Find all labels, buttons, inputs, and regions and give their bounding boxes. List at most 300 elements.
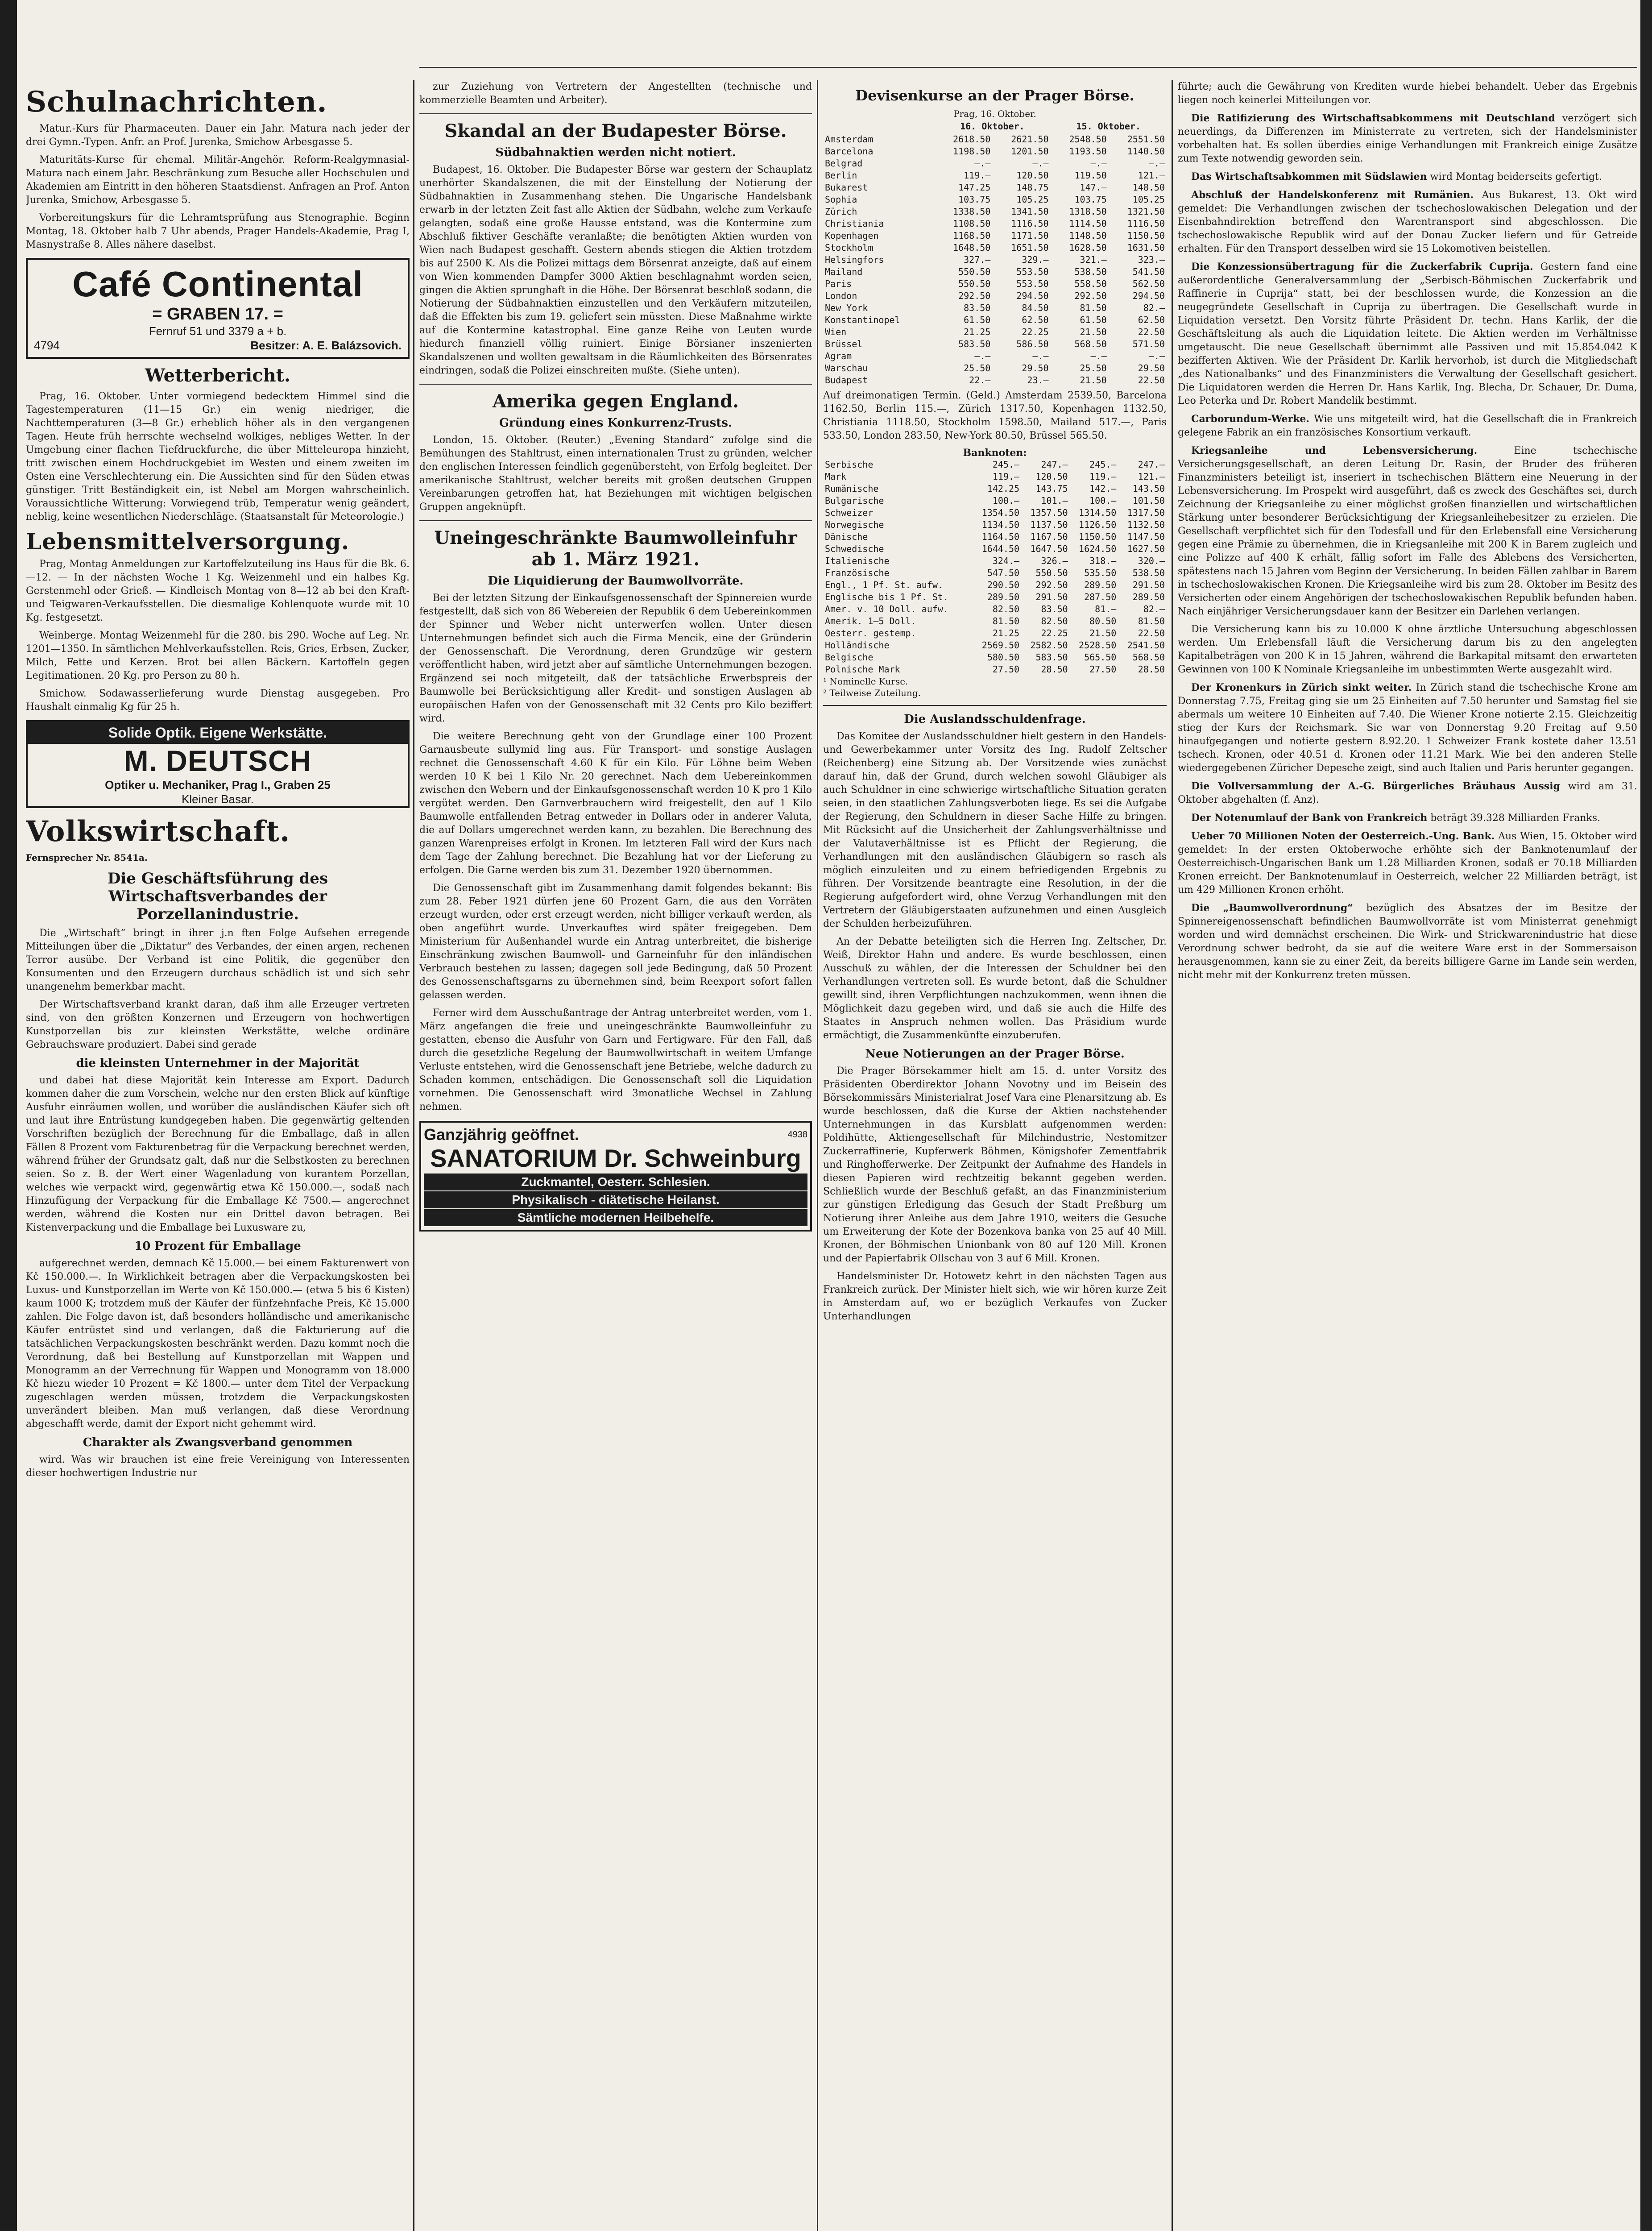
fx-header-15: 15. Oktober. [1076, 121, 1141, 132]
rate-value: 326.— [1041, 556, 1068, 566]
banknote-row [823, 519, 1167, 531]
rate-value: 289.50 [987, 592, 1020, 602]
rate-value: 83.50 [964, 303, 991, 313]
banknote-row [823, 651, 1167, 663]
currency-name: New York [825, 303, 868, 313]
rate-value: 320.— [1138, 556, 1165, 566]
rate-value: 25.50 [1080, 363, 1107, 373]
rate-value: 1354.50 [981, 507, 1020, 518]
rate-value: 21.50 [1080, 327, 1107, 337]
rate-value: 80.50 [1089, 616, 1117, 626]
notes-heading: Ueber 70 Millionen Noten der Oesterreich.-Ung. Bank. [1191, 830, 1495, 842]
rate-value: —.— [1090, 351, 1107, 361]
banknote-row [823, 579, 1167, 591]
fx-row [823, 326, 1167, 338]
america-england-sub: Gründung eines Konkurrenz-Trusts. [499, 416, 733, 430]
rate-value: 1624.50 [1079, 543, 1117, 554]
rate-value: 583.50 [958, 339, 991, 349]
rate-value: 84.50 [1022, 303, 1049, 313]
rate-value: 538.50 [1132, 568, 1165, 578]
col4-intro: führte; auch die Gewährung von Krediten wurde hiebei behandelt. Ueber das Ergebnis liegen noch keinerlei Mitteilungen vor. [1178, 81, 1637, 106]
sanatorium-ad [419, 1121, 812, 1232]
currency-name: Brüssel [825, 339, 863, 349]
currency-name: Berlin [825, 170, 857, 181]
banknote-row [823, 663, 1167, 676]
rate-value: 105.25 [1016, 194, 1049, 205]
rate-value: 101.— [1041, 495, 1068, 506]
rate-value: 2551.50 [1127, 134, 1165, 145]
rate-value: 1321.50 [1127, 206, 1165, 217]
rate-value: 1317.50 [1127, 507, 1165, 518]
kriegs-heading: Kriegsanleihe und Lebensversicherung. [1191, 445, 1478, 456]
rate-value: —.— [1032, 351, 1049, 361]
currency-name: Bulgarische [825, 495, 884, 506]
currency-name: Serbische [825, 459, 874, 470]
rate-value: 121.— [1138, 471, 1165, 482]
fx-row [823, 350, 1167, 362]
fx-row [823, 230, 1167, 242]
currency-name: Amerik. 1—5 Doll. [825, 616, 916, 626]
banknote-row [823, 459, 1167, 471]
currency-name: Wien [825, 327, 847, 337]
bank-note-2: ² Teilweise Zuteilung. [823, 688, 921, 698]
sana-line2: Physikalisch - diätetische Heilanst. [424, 1191, 807, 1208]
rate-value: —.— [1148, 158, 1165, 169]
rate-value: 289.50 [1084, 580, 1117, 590]
porzellan-p3: und dabei hat diese Majorität kein Interesse am Export. Dadurch kommen daher die zum Vorschein, welche nur den ersten Blick auf künftige Ausfuhr einräumen wollen, und worüber die ausländischen Käufer sich oft und laut ihre Entrüstung kundgegeben haben. Die gegenwärtig geltenden Vorschriften bezüglich der Berechnung für die Emballage, daß in allen Fällen 8 Prozent vom Fakturenbetrag für die Verpackung berechnet werden, während früher der Grundsatz galt, daß nur die Selbstkosten zu berechnen seien. So z. B. der Wert einer Wagenladung von kurantem Porzellan, welches wie verpackt wird, gegenwärtig etwa Kč 150.000.—, sodaß nach Hinzufügung der Verpackung für die Emballage Kč 7500.— angerechnet werden, während die Kosten nur ein Drittel davon betragen. Bei Kistenverpackung und die Emballage bei Luxusware zu, [26, 1075, 410, 1233]
scan-edge-left [0, 0, 17, 2231]
sana-name: SANATORIUM Dr. Schweinburg [430, 1144, 801, 1172]
fx-row [823, 254, 1167, 266]
banknote-row [823, 543, 1167, 555]
fx-row [823, 242, 1167, 254]
carbo-text: Wie uns mitgeteilt wird, hat die Gesellschaft die in Frankreich gelegene Fabrik an ein französisches Konsortium verkauft. [1178, 414, 1637, 438]
column-rule-1 [413, 80, 414, 2231]
sued-text: wird Montag beiderseits gefertigt. [1430, 171, 1602, 182]
america-england-heading: Amerika gegen England. [492, 391, 739, 412]
rate-value: 287.50 [1084, 592, 1117, 602]
budapest-scandal-heading: Skandal an der Budapester Börse. [444, 120, 787, 141]
fx-table [823, 120, 1167, 386]
budapest-scandal-sub: Südbahnaktien werden nicht notiert. [495, 146, 736, 159]
cafe-name: Café Continental [72, 264, 363, 304]
currency-name: Konstantinopel [825, 315, 900, 325]
rate-value: 2582.50 [1030, 640, 1068, 651]
rate-value: 82.— [1143, 303, 1165, 313]
rate-value: 2621.50 [1011, 134, 1049, 145]
rate-value: 143.50 [1132, 483, 1165, 494]
currency-name: Englische bis 1 Pf. St. [825, 592, 948, 602]
fx-row [823, 145, 1167, 158]
fx-row [823, 158, 1167, 170]
rate-value: 81.50 [992, 616, 1020, 626]
rate-value: 1341.50 [1011, 206, 1049, 217]
rate-value: —.— [974, 158, 991, 169]
porzellan-sub2: 10 Prozent für Emballage [134, 1240, 301, 1253]
rate-value: 105.25 [1132, 194, 1165, 205]
rate-value: 583.50 [1035, 652, 1068, 663]
rate-value: 81.50 [1138, 616, 1165, 626]
rate-value: 327.— [964, 254, 991, 265]
prague-notes-text: Die Prager Börsekammer hielt am 15. d. unter Vorsitz des Präsidenten Oberdirektor Johann Novotny und im Beisein des Börsekommissärs Ministerialrat Josef Vara eine Plenarsitzung ab. Es wurde beschlossen, daß die Kurse der Aktien nachstehender Unternehmungen in das Kursblatt aufgenommen werden: Poldihütte, Aktiengesellschaft für Milchindustrie, Nestomitzer Zuckerraffinerie, Kupferwerk Böhmen, Königshofer Zementfabrik und Ringhofferwerke. Der Zeitpunkt der Aufnahme des Handels in diesen Papieren wird rechtzeitig bekannt gegeben werden. Schließlich wurde der Beschluß gefaßt, an das Finanzministerium zur günstigen Erledigung das Gesuch der Stadt Preßburg um Notierung ihrer Anleihe aus dem Jahre 1910, weiters die Gesuche um Erweiterung der Kote der Bozenkova banka von 25 auf 40 Mill. Kronen, der Böhmischen Unionbank von 80 auf 120 Mill. Kronen und der Papierfabrik Ollschau von 3 auf 6 Mill. Kronen. [823, 1066, 1167, 1264]
rate-value: 61.50 [1080, 315, 1107, 325]
rate-value: 62.50 [1138, 315, 1165, 325]
rate-value: 571.50 [1132, 339, 1165, 349]
economy-heading: Volkswirtschaft. [26, 815, 290, 848]
ratif-text: verzögert sich neuerdings, da Differenzen im Ministerrate zu vertreten, sich der Handelsminister vorbehalten hat. Es sollen überdies einige Verhandlungen mit Frankreich einige Zusätze zum Texte notwendig geworden sein. [1178, 113, 1637, 164]
rate-value: 148.50 [1132, 182, 1165, 193]
banknote-row [823, 639, 1167, 651]
banknote-row [823, 627, 1167, 639]
rate-value: 1648.50 [953, 242, 991, 253]
rate-value: 580.50 [987, 652, 1020, 663]
currency-name: Barcelona [825, 146, 874, 157]
porzellan-p2: Der Wirtschaftsverband krankt daran, daß ihm alle Erzeuger vertreten sind, von den größten Konzernen und Erzeugern von hochwertigen Kunstporzellan bis zur kleinsten Werkstätte, welche ordinäre Gebrauchsware produziert. Dabei sind gerade [26, 999, 410, 1050]
rate-value: 247.— [1138, 459, 1165, 470]
rate-value: 2541.50 [1127, 640, 1165, 651]
food-supply-heading: Lebensmittelversorgung. [26, 528, 350, 555]
rate-value: 120.50 [1035, 471, 1068, 482]
rate-value: 147.— [1080, 182, 1107, 193]
fx-row [823, 170, 1167, 182]
currency-name: Oesterr. gestemp. [825, 628, 916, 639]
rate-value: 1314.50 [1079, 507, 1117, 518]
optik-sub2: Kleiner Basar. [182, 792, 254, 806]
fx-row [823, 338, 1167, 350]
cafe-code: 4794 [34, 339, 60, 352]
rate-value: 568.50 [1132, 652, 1165, 663]
rate-value: 143.75 [1035, 483, 1068, 494]
rate-value: 1631.50 [1127, 242, 1165, 253]
rate-value: —.— [1148, 351, 1165, 361]
food-supply-p3: Smichow. Sodawasserlieferung wurde Dienstag ausgegeben. Pro Haushalt einmalig Kg für 25 h. [26, 688, 410, 713]
rate-value: 1150.50 [1079, 531, 1117, 542]
weather-heading: Wetterbericht. [145, 365, 291, 386]
currency-name: Belgische [825, 652, 874, 663]
rate-value: 2569.50 [981, 640, 1020, 651]
currency-name: Christiania [825, 218, 884, 229]
cotton-p1: Bei der letzten Sitzung der Einkaufsgenossenschaft der Spinnereien wurde festgestellt, daß sich von 86 Webereien der Republik 6 dem Uebereinkommen der Spinner und Weber nicht unterwerfen wollen. Unter diesen Unternehmungen befindet sich auch die Firma Mencik, eine der Gründerin der Genossenschaft. Die Verordnung, deren Grundzüge wir gestern veröffentlicht haben, wird jetzt aber auf sämtliche Unternehmungen bezogen. Ergänzend sei noch mitgeteilt, daß der tatsächliche Erwerbspreis der Baumwolle bei Berücksichtigung aller Kredit- und sonstigen Auslagen ab europäischen Hafen von der Genossenschaft mit 32 Cents pro Kilo beziffert wird. [419, 593, 812, 724]
debt-p1: Das Komitee der Auslandsschuldner hielt gestern in den Handels- und Gewerbekammer unter Vorsitz des Ing. Rudolf Zeltscher (Reichenberg) eine Sitzung ab. Der Vorsitzende wies zunächst darauf hin, daß der Grund, durch welchen sowohl Gläubiger als auch Schuldner in eine schwierige wirtschaftliche Situation geraten seien, in den staatlichen Zahlungsverboten liege. Es sei die Aufgabe der Regierung, den Schuldnern in dieser Sache Hilfe zu bringen. Mit Rücksicht auf die Unsicherheit der Zahlungsverhältnisse und der Valutaverhältnisse ist es Pflicht der Regierung, die Verhandlungen mit den ausländischen Gläubigern so rasch als möglich einzuleiten und zu einem befriedigenden Ergebnis zu führen. Der Vorsitzende beantragte eine Resolution, in der die Regierung aufgefordert wird, ohne Verzug Verhandlungen mit den Vertretern der Gläubigerstaaten aufzunehmen und einen Ausgleich der Schulden herbeizuführen. [823, 731, 1167, 929]
rate-value: —.— [974, 351, 991, 361]
rate-value: 82.50 [992, 604, 1020, 614]
currency-name: Amsterdam [825, 134, 874, 145]
rate-value: 23.— [1027, 375, 1049, 386]
banknote-row [823, 531, 1167, 543]
fx-row [823, 374, 1167, 386]
zucker-heading: Die Konzessionsübertragung für die Zuckerfabrik Cuprija. [1191, 261, 1533, 273]
fx-row [823, 314, 1167, 326]
rate-value: 1137.50 [1030, 519, 1068, 530]
rate-value: 291.50 [1035, 592, 1068, 602]
rate-value: 21.25 [964, 327, 991, 337]
fx-date: Prag, 16. Oktober. [953, 108, 1036, 119]
rum-text: Aus Bukarest, 13. Okt wird gemeldet: Die Verhandlungen zwischen der tschechoslowakischen Delegation und der Eisenbahndirektion betreffend den Warentransport sind abgeschlossen. Die tschechoslowakische Republik wird auf der Donau Zucker liefern und für Getreide erhalten. Für den Transport desselben wird sie 15 Lokomotiven beistellen. [1178, 190, 1637, 254]
rate-value: 323.— [1138, 254, 1165, 265]
rate-value: 1647.50 [1030, 543, 1068, 554]
rate-value: 100.— [1089, 495, 1117, 506]
rate-value: 1627.50 [1127, 543, 1165, 554]
rate-value: 245.— [992, 459, 1020, 470]
rate-value: 541.50 [1132, 266, 1165, 277]
brau-text: wird am 31. Oktober abgehalten (f. Anz). [1178, 781, 1637, 805]
food-supply-p1: Prag, Montag Anmeldungen zur Kartoffelzuteilung ins Haus für die Bk. 6.—12. — In der nächsten Woche 1 Kg. Weizenmehl und ein halbes Kg. Gerstenmehl oder Grieß. — Kindleisch Montag von 8—12 ab bei den Kraft- und Teigwaren-Verkaufsstellen. Die diesmalige Kohlenquote wurde mit 10 Kg. festgesetzt. [26, 559, 410, 623]
column-2 [419, 80, 812, 2231]
currency-name: Norwegische [825, 519, 884, 530]
rate-value: 550.50 [958, 266, 991, 277]
debt-heading: Die Auslandsschuldenfrage. [904, 713, 1086, 726]
rate-value: 22.25 [1022, 327, 1049, 337]
banknote-row [823, 483, 1167, 495]
rate-value: 1114.50 [1069, 218, 1107, 229]
rate-value: 29.50 [1138, 363, 1165, 373]
rate-value: 292.50 [958, 290, 991, 301]
fx-row [823, 302, 1167, 314]
currency-name: Helsingfors [825, 254, 884, 265]
ratif-heading: Die Ratifizierung des Wirtschaftsabkommens mit Deutschland [1191, 112, 1555, 124]
rate-value: 103.75 [1074, 194, 1107, 205]
banknote-row [823, 471, 1167, 483]
rate-value: 27.50 [1089, 664, 1117, 675]
rate-value: 29.50 [1022, 363, 1049, 373]
bank-note-1: ¹ Nominelle Kurse. [823, 676, 908, 687]
porzellan-heading: Die Geschäftsführung des Wirtschaftsverbandes der Porzellanindustrie. [107, 870, 328, 923]
rate-value: 247.— [1041, 459, 1068, 470]
rate-value: 294.50 [1016, 290, 1049, 301]
rate-value: 2548.50 [1069, 134, 1107, 145]
banknote-row [823, 615, 1167, 627]
rate-value: 1147.50 [1127, 531, 1165, 542]
rate-value: 1116.50 [1011, 218, 1049, 229]
rate-value: 290.50 [987, 580, 1020, 590]
currency-name: Schweizer [825, 507, 874, 518]
banknote-row [823, 591, 1167, 603]
currency-name: London [825, 290, 857, 301]
banknote-row [823, 567, 1167, 579]
rate-value: 119.— [1089, 471, 1117, 482]
sana-code: 4938 [787, 1130, 807, 1140]
rate-value: 586.50 [1016, 339, 1049, 349]
brau-heading: Die Vollversammlung der A.-G. Bürgerliches Bräuhaus Aussig [1191, 780, 1561, 792]
column-rule-3 [1172, 80, 1173, 2231]
rate-value: 1150.50 [1127, 230, 1165, 241]
rate-value: 1338.50 [953, 206, 991, 217]
rate-value: 324.— [992, 556, 1020, 566]
rate-value: 142.— [1089, 483, 1117, 494]
rate-value: 558.50 [1074, 278, 1107, 289]
header-rule [419, 67, 1637, 68]
rate-value: 61.50 [964, 315, 991, 325]
carbo-heading: Carborundum-Werke. [1191, 413, 1309, 425]
currency-name: Agram [825, 351, 852, 361]
column-1 [26, 80, 410, 2231]
banknote-row [823, 507, 1167, 519]
currency-name: Italienische [825, 556, 890, 566]
rate-value: 547.50 [987, 568, 1020, 578]
rate-value: 1357.50 [1030, 507, 1068, 518]
rate-value: 101.50 [1132, 495, 1165, 506]
rate-value: 562.50 [1132, 278, 1165, 289]
currency-name: Kopenhagen [825, 230, 879, 241]
baum-text: bezüglich des Absatzes der im Besitze der Spinnereigenossenschaft befindlichen Baumwollvorräte ist vom Ministerrat genehmigt worden und wird demnächst erscheinen. Die Wirk- und Strickwarenindustrie hat diese Verordnung schwer bedroht, da sie auf die weitere Ware erst in der Sommersaison herausgenommen, kann sie zu einer Zeit, da bereits billigere Garne im Lande sein werden, nicht mehr mit der Konkurrenz treten müssen. [1178, 903, 1637, 981]
rate-value: 291.50 [1132, 580, 1165, 590]
rate-value: 83.50 [1041, 604, 1068, 614]
optik-deutsch-ad [26, 720, 410, 808]
rate-value: 119.50 [1074, 170, 1107, 181]
rate-value: 1167.50 [1030, 531, 1068, 542]
cafe-phone: Fernruf 51 und 3379 a + b. [149, 324, 287, 338]
currency-name: Rumänische [825, 483, 879, 494]
fx-row [823, 182, 1167, 194]
currency-name: Amer. v. 10 Doll. aufw. [825, 604, 948, 614]
column-4 [1178, 80, 1637, 2231]
currency-name: Mark [825, 471, 847, 482]
kriegs-text: Eine tschechische Versicherungsgesellschaft, an deren Leitung Dr. Rasin, der Bruder des früheren Finanzministers beteiligt ist, inseriert in tschechischen Blättern eine Neuerung in der Lebensversicherung. Im Prospekt wird ausgeführt, daß es zweck des Geschäftes sei, durch Zeichnung der Kriegsanleihe zu einer möglichst großen finanziellen und wirtschaftlichen Stärkung unter besonderer Berücksichtigung der Kriegsanleihebesitzer zu erzielen. Die Gesellschaft verpflichtet sich für den Todesfall und für den Erlebensfall eine Versicherung gegen eine Prämie zu übernehmen, die in Kriegsanleihe mit 200 K in Barem zugleich und eine Polizze auf 400 K erhält, fällig sofort im Falle des Ablebens des Versicherten, spätestens nach 15 Jahren vom Beginn der Versicherung. In beiden Fällen zahlbar in Barem in tschechoslowakischen Kronen. Die Kriegsanleihe wird bis zum 28. Oktober im Besitz des Versicherten oder einem Angehörigen der tschechoslowakischen Republik befunden haben. Nach einjähriger Versicherungsdauer kann der Besitzer ein Darlehen verlangen. [1178, 445, 1637, 617]
porzellan-p5: wird. Was wir brauchen ist eine freie Vereinigung von Interessenten dieser hochwertigen Industrie nur [26, 1454, 410, 1479]
cafe-owner: Besitzer: A. E. Balázsovich. [250, 339, 402, 352]
minister-text: Handelsminister Dr. Hotowetz kehrt in den nächsten Tagen aus Frankreich zurück. Der Minister hielt sich, wie wir hören kurze Zeit in Amsterdam auf, wo er bezüglich Verkaufes von Zucker Unterhandlungen [823, 1271, 1167, 1322]
currency-name: Stockholm [825, 242, 874, 253]
rate-value: 294.50 [1132, 290, 1165, 301]
banknotes-table [823, 459, 1167, 676]
fx-row [823, 362, 1167, 374]
rate-value: 1134.50 [981, 519, 1020, 530]
rate-value: 553.50 [1016, 266, 1049, 277]
bank-heading: Der Notenumlauf der Bank von Frankreich [1191, 812, 1428, 824]
column-rule-2 [817, 80, 818, 2231]
porzellan-sub1: die kleinsten Unternehmer in der Majorität [76, 1057, 360, 1070]
fx-row [823, 218, 1167, 230]
porzellan-p1: Die „Wirtschaft“ bringt in ihrer j.n ften Folge Aufsehen erregende Mitteilungen über die „Diktatur“ des Verbandes, der einen argen, rechenen Terror ausübe. Der Verband ist eine Politik, die gegenüber den Konsumenten und den Erzeugern durchaus schädlich ist und sich sehr unangenehm bemerkbar macht. [26, 928, 410, 992]
rate-value: 100.— [992, 495, 1020, 506]
fx-row [823, 206, 1167, 218]
currency-name: Budapest [825, 375, 868, 386]
rate-value: 538.50 [1074, 266, 1107, 277]
rate-value: 1318.50 [1069, 206, 1107, 217]
kronen-heading: Der Kronenkurs in Zürich sinkt weiter. [1191, 682, 1412, 693]
rate-value: 21.25 [992, 628, 1020, 639]
fx-row [823, 133, 1167, 145]
sana-top: Ganzjährig geöffnet. [424, 1125, 580, 1144]
rum-heading: Abschluß der Handelskonferenz mit Rumänien. [1191, 189, 1474, 201]
fx-row [823, 278, 1167, 290]
cotton-p3: Die Genossenschaft gibt im Zusammenhang damit folgendes bekannt: Bis zum 28. Feber 1921 dürfen jene 60 Prozent Garn, die aus den Vorräten erzeugt wurden, oder erst erzeugt werden, nicht billiger verkauft werden, als oben angeführt wurde. Unverkauftes wird später freigegeben. Dem Ministerium für Außenhandel wurde ein Antrag unterbreitet, die bisherige Einschränkung zwischen Baumwoll- und Garneinfuhr für den inländischen Verbrauch bestehen zu lassen; dagegen soll jede Bedingung, daß 50 Prozent des Genossenschaftsgarns zu übernehmen sind, beim Reexport sofort fallen gelassen werden. [419, 883, 812, 1001]
rate-value: 1116.50 [1127, 218, 1165, 229]
rate-value: 1148.50 [1069, 230, 1107, 241]
rate-value: 21.50 [1080, 375, 1107, 386]
rate-value: 550.50 [958, 278, 991, 289]
currency-name: Warschau [825, 363, 868, 373]
rate-value: 62.50 [1022, 315, 1049, 325]
economy-phone: Fernsprecher Nr. 8541a. [26, 852, 148, 863]
porzellan-sub3: Charakter als Zwangsverband genommen [83, 1436, 353, 1449]
school-news-p1: Matur.-Kurs für Pharmaceuten. Dauer ein Jahr. Matura nach jeder der drei Gymn.-Typen. Anfr. an Prof. Jurenka, Smichow Arbesgasse 5. [26, 123, 410, 148]
rate-value: 1140.50 [1127, 146, 1165, 157]
bank-text: beträgt 39.328 Milliarden Franks. [1430, 813, 1601, 824]
weather-text: Prag, 16. Oktober. Unter vormiegend bedecktem Himmel sind die Tagestemperaturen (11—15 Gr.) ein wenig niedriger, die Nachttemperaturen (3—8 Gr.) erheblich höher als in den vergangenen Tagen. Heute früh herrschte wechselnd wolkiges, nebliges Wetter. In der Umgebung einer flachen Tiefdruckfurche, die über Mitteleuropa hinzieht, tritt zwischen einem Hochdruckgebiet im Westen und einem zweiten im Osten eine Verschlechterung ein. Die Aussichten sind für den Süden etwas günstiger. Tritt Beständigkeit ein, ist Nebel am Morgen wahrscheinlich. Voraussichtliche Witterung: Vorwiegend trüb, Temperatur wenig geändert, neblig, keine wesentlichen Niederschläge. (Staatsanstalt für Meteorologie.) [26, 391, 410, 523]
currency-name: Paris [825, 278, 852, 289]
food-supply-p2: Weinberge. Montag Weizenmehl für die 280. bis 290. Woche auf Leg. Nr. 1201—1350. In sämtlichen Mehlverkaufsstellen. Reis, Gries, Erbsen, Zucker, Milch, Fette und Kerzen. Brot bei allen Bäckern. Kartoffeln gegen Legitimationen. 20 Kg. pro Person zu 80 h. [26, 630, 410, 681]
budapest-scandal-text: Budapest, 16. Oktober. Die Budapester Börse war gestern der Schauplatz unerhörter Skandalszenen, die mit der Einstellung der Notierung der Südbahnaktien in Zusammenhang stehen. Die Ungarische Handelsbank erwarb in der letzten Zeit fast alle Aktien der Südbahn, welche zum Verkaufe gelangten, sodaß eine große Hausse entstand, was die Kontermine zum Abschluß fiktiver Geschäfte veranlaßte; die benötigten Aktien wurden von Wien nach Budapest geschafft. Gestern abends stiegen die Aktien trotzdem bis auf 2500 K. Als die Polizei mittags dem Börsenrat anzeigte, daß auf einem von Wien kommenden Dampfer 3000 Aktien beschlagnahmt worden seien, gingen die Aktien sprunghaft in die Höhe. Der Börsenrat beschloß sodann, die Notierung der Südbahnaktien einzustellen und den Verkäufern mitzuteilen, daß die Effekten bis zum 19. geliefert sein müssten. Diese Maßnahme wirkte auf die Kontermine katastrophal. Eine ganze Reihe von Leuten wurde hiedurch finanziell völlig ruiniert. Einige Börsianer inszenierten Skandalszenen und wollten gewaltsam in die Räumlichkeiten des Börsenrates eindringen, sodaß die Polizei einschreiten mußte. (Siehe unten). [419, 164, 812, 376]
rate-value: 292.50 [1035, 580, 1068, 590]
rate-value: 22.50 [1138, 327, 1165, 337]
rate-value: 22.50 [1138, 628, 1165, 639]
school-news-heading: Schulnachrichten. [26, 85, 327, 119]
rate-value: 22.— [969, 375, 991, 386]
optik-sub: Optiker u. Mechaniker, Prag I., Graben 25 [105, 778, 331, 792]
porzellan-p4: aufgerechnet werden, demnach Kč 15.000.— bei einem Fakturenwert von Kč 150.000.—. In Wirklichkeit betragen aber die Verpackungskosten bei Luxus- und Kunstporzellan im Werte von Kč 150.000.— (etwa 5 bis 6 Kisten) kaum 1000 K; trotzdem muß der Käufer der fünfzehnfache Preis, Kč 15.000 zahlen. Die Folge davon ist, daß besonders holländische und amerikanische Käufer entrüstet sind und verlangen, daß die Fakturierung auf die tatsächlichen Verpackungskosten beschränkt werden. Dazu kommt noch die Verordnung, daß bei Bestellung auf Kunstporzellan mit Wappen und Monogramm an der Verrechnung für Wappen und Monogramm von 18.000 Kč hiezu wieder 10 Prozent = Kč 1800.— unter dem Titel der Verpackung zugeschlagen werden müssen, trotzdem die Verpackungskosten unverändert bleiben. Man muß verlangen, daß diese Verordnung abgeschafft werde, damit der Export nicht gehemmt wird. [26, 1258, 410, 1430]
column2-intro: zur Zuziehung von Vertretern der Angestellten (technische und kommerzielle Beamten und Arbeiter). [419, 81, 812, 106]
rate-value: 1628.50 [1069, 242, 1107, 253]
rate-value: 292.50 [1074, 290, 1107, 301]
cafe-continental-ad [26, 258, 410, 359]
rate-value: 82.50 [1041, 616, 1068, 626]
rate-value: 22.50 [1138, 375, 1165, 386]
rate-value: 318.— [1089, 556, 1117, 566]
rate-value: 21.50 [1089, 628, 1117, 639]
currency-name: Schwedische [825, 543, 884, 554]
fx-row [823, 194, 1167, 206]
rate-value: 535.50 [1084, 568, 1117, 578]
currency-name: Holländische [825, 640, 890, 651]
america-england-text: London, 15. Oktober. (Reuter.) „Evening Standard“ zufolge sind die Bemühungen des Stahltrust, einen internationalen Trust zu gründen, welcher den englischen Interessen feindlich gegenübersteht, von Erfolg begleitet. Der amerikanische Stahltrust, welcher bereits mit großen deutschen Gruppen Vereinbarungen getroffen hat, hat Beziehungen mit wichtigen belgischen Gruppen angeknüpft. [419, 435, 812, 513]
rate-value: 1193.50 [1069, 146, 1107, 157]
rate-value: 1168.50 [953, 230, 991, 241]
fx-heading: Devisenkurse an der Prager Börse. [855, 87, 1134, 104]
currency-name: Engl., 1 Pf. St. aufw. [825, 580, 943, 590]
banknote-row [823, 495, 1167, 507]
rate-value: 321.— [1080, 254, 1107, 265]
banknote-row [823, 555, 1167, 567]
currency-name: Belgrad [825, 158, 863, 169]
scan-edge-right [1640, 0, 1652, 2231]
rate-value: 82.— [1143, 604, 1165, 614]
rate-value: 2528.50 [1079, 640, 1117, 651]
rate-value: 1132.50 [1127, 519, 1165, 530]
rate-value: 25.50 [964, 363, 991, 373]
rate-value: 81.— [1095, 604, 1117, 614]
fx-term-text: Auf dreimonatigen Termin. (Geld.) Amsterdam 2539.50, Barcelona 1162.50, Berlin 115.—, Zürich 1317.50, Kopenhagen 1132.50, Christiania 1118.50, Stockholm 1598.50, Mailand 517.—, Paris 533.50, London 283.50, New-York 80.50, Brüssel 565.50. [823, 390, 1167, 441]
rate-value: 550.50 [1035, 568, 1068, 578]
currency-name: Französische [825, 568, 890, 578]
rate-value: 121.— [1138, 170, 1165, 181]
cafe-street: = GRABEN 17. = [152, 305, 283, 323]
cotton-p2: Die weitere Berechnung geht von der Grundlage einer 100 Prozent Garnausbeute sullymid ling aus. Für Transport- und sonstige Auslagen rechnet die Genossenschaft 4.60 K für ein Kilo. Für Löhne beim Weben werden 10 K bei 1 Kilo Nr. 20 gerechnet. Nach dem Uebereinkommen zwischen den Webern und der Einkaufsgenossenschaft werden 10 K pro 1 Kilo vergütet werden. Den Garnverbrauchern wird freigestellt, den auf 1 Kilo Baumwolle entfallenden Betrag entweder in Dollars oder in anderer Valuta, die auf Dollars umgerechnet werden kann, zu bezahlen. Die Berechnung des ganzen Warenpreises erfolgt in Kronen. Im letzteren Fall wird der Kurs nach dem Tage der Zahlung berechnet. Die Bezahlung hat vor der Lieferung zu erfolgen. Die Garne werden bis zum 31. Dezember 1920 übernommen. [419, 731, 812, 876]
rate-value: —.— [1090, 158, 1107, 169]
rate-value: 1164.50 [981, 531, 1020, 542]
notes-text: Aus Wien, 15. Oktober wird gemeldet: In der ersten Oktoberwoche erhöhte sich der Banknotenumlauf der Oesterreichisch-Ungarischen Bank um 1.28 Milliarden Kronen, sodaß er 70.18 Milliarden Kronen erreicht. Der Banknotenumlauf in Oesterreich, welcher 22 Milliarden beträgt, ist um 429 Millionen Kronen erhöht. [1178, 831, 1637, 896]
rate-value: 148.75 [1016, 182, 1049, 193]
sued-heading: Das Wirtschaftsabkommen mit Südslawien [1191, 171, 1427, 182]
rate-value: 22.25 [1041, 628, 1068, 639]
optik-top: Solide Optik. Eigene Werkstätte. [28, 722, 408, 744]
rate-value: 119.— [964, 170, 991, 181]
rate-value: 103.75 [958, 194, 991, 205]
rate-value: 245.— [1089, 459, 1117, 470]
kronen-text: In Zürich stand die tschechische Krone am Donnerstag 7.75, Freitag ging sie um 25 Einheiten auf 7.50 herunter und Samstag fiel sie abermals um weitere 10 Einheiten auf 7.40. Die Wiener Krone notierte 2.15. Gleichzeitig stieg der Kurs der Reichsmark. Sie war von Donnerstag 9.20 Freitag auf 9.50 hinaufgegangen und notierte gestern 8.92.20. 1 Schweizer Frank kostete daher 13.51 tschech. Kronen, oder 40.51 d. Kronen oder 11.21 Mark. Wie bei den anderen Stelle wiedergegebenen Züricher Depesche zeigt, sind auch Italien und Paris herunter gegangen. [1178, 682, 1637, 774]
school-news-p3: Vorbereitungskurs für die Lehramtsprüfung aus Stenographie. Beginn Montag, 18. Oktober halb 7 Uhr abends, Prager Handels-Akademie, Prag I, Masnystraße 8. Alles nähere daselbst. [26, 212, 410, 250]
rate-value: 120.50 [1016, 170, 1049, 181]
column-3 [823, 80, 1167, 2231]
rate-value: 553.50 [1016, 278, 1049, 289]
optik-name: M. DEUTSCH [124, 744, 312, 777]
debt-p2: An der Debatte beteiligten sich die Herren Ing. Zeltscher, Dr. Weiß, Direktor Hahn und andere. Es wurde beschlossen, einen Ausschuß zu wählen, der die Interessen der Schuldner bei den Verhandlungen vertreten soll. Es wurde betont, daß die Schuldner gewillt sind, ihren Verpflichtungen nachzukommen, wenn ihnen die Möglichkeit dazu gegeben wird, und daß sie auch die Hilfe des Staates in Anspruch nehmen wollen. Das Präsidium wurde ermächtigt, die Zusammenkünfte einzuberufen. [823, 936, 1167, 1041]
rate-value: 1198.50 [953, 146, 991, 157]
currency-name: Bukarest [825, 182, 868, 193]
rate-value: 568.50 [1074, 339, 1107, 349]
rate-value: 1108.50 [953, 218, 991, 229]
rate-value: 289.50 [1132, 592, 1165, 602]
